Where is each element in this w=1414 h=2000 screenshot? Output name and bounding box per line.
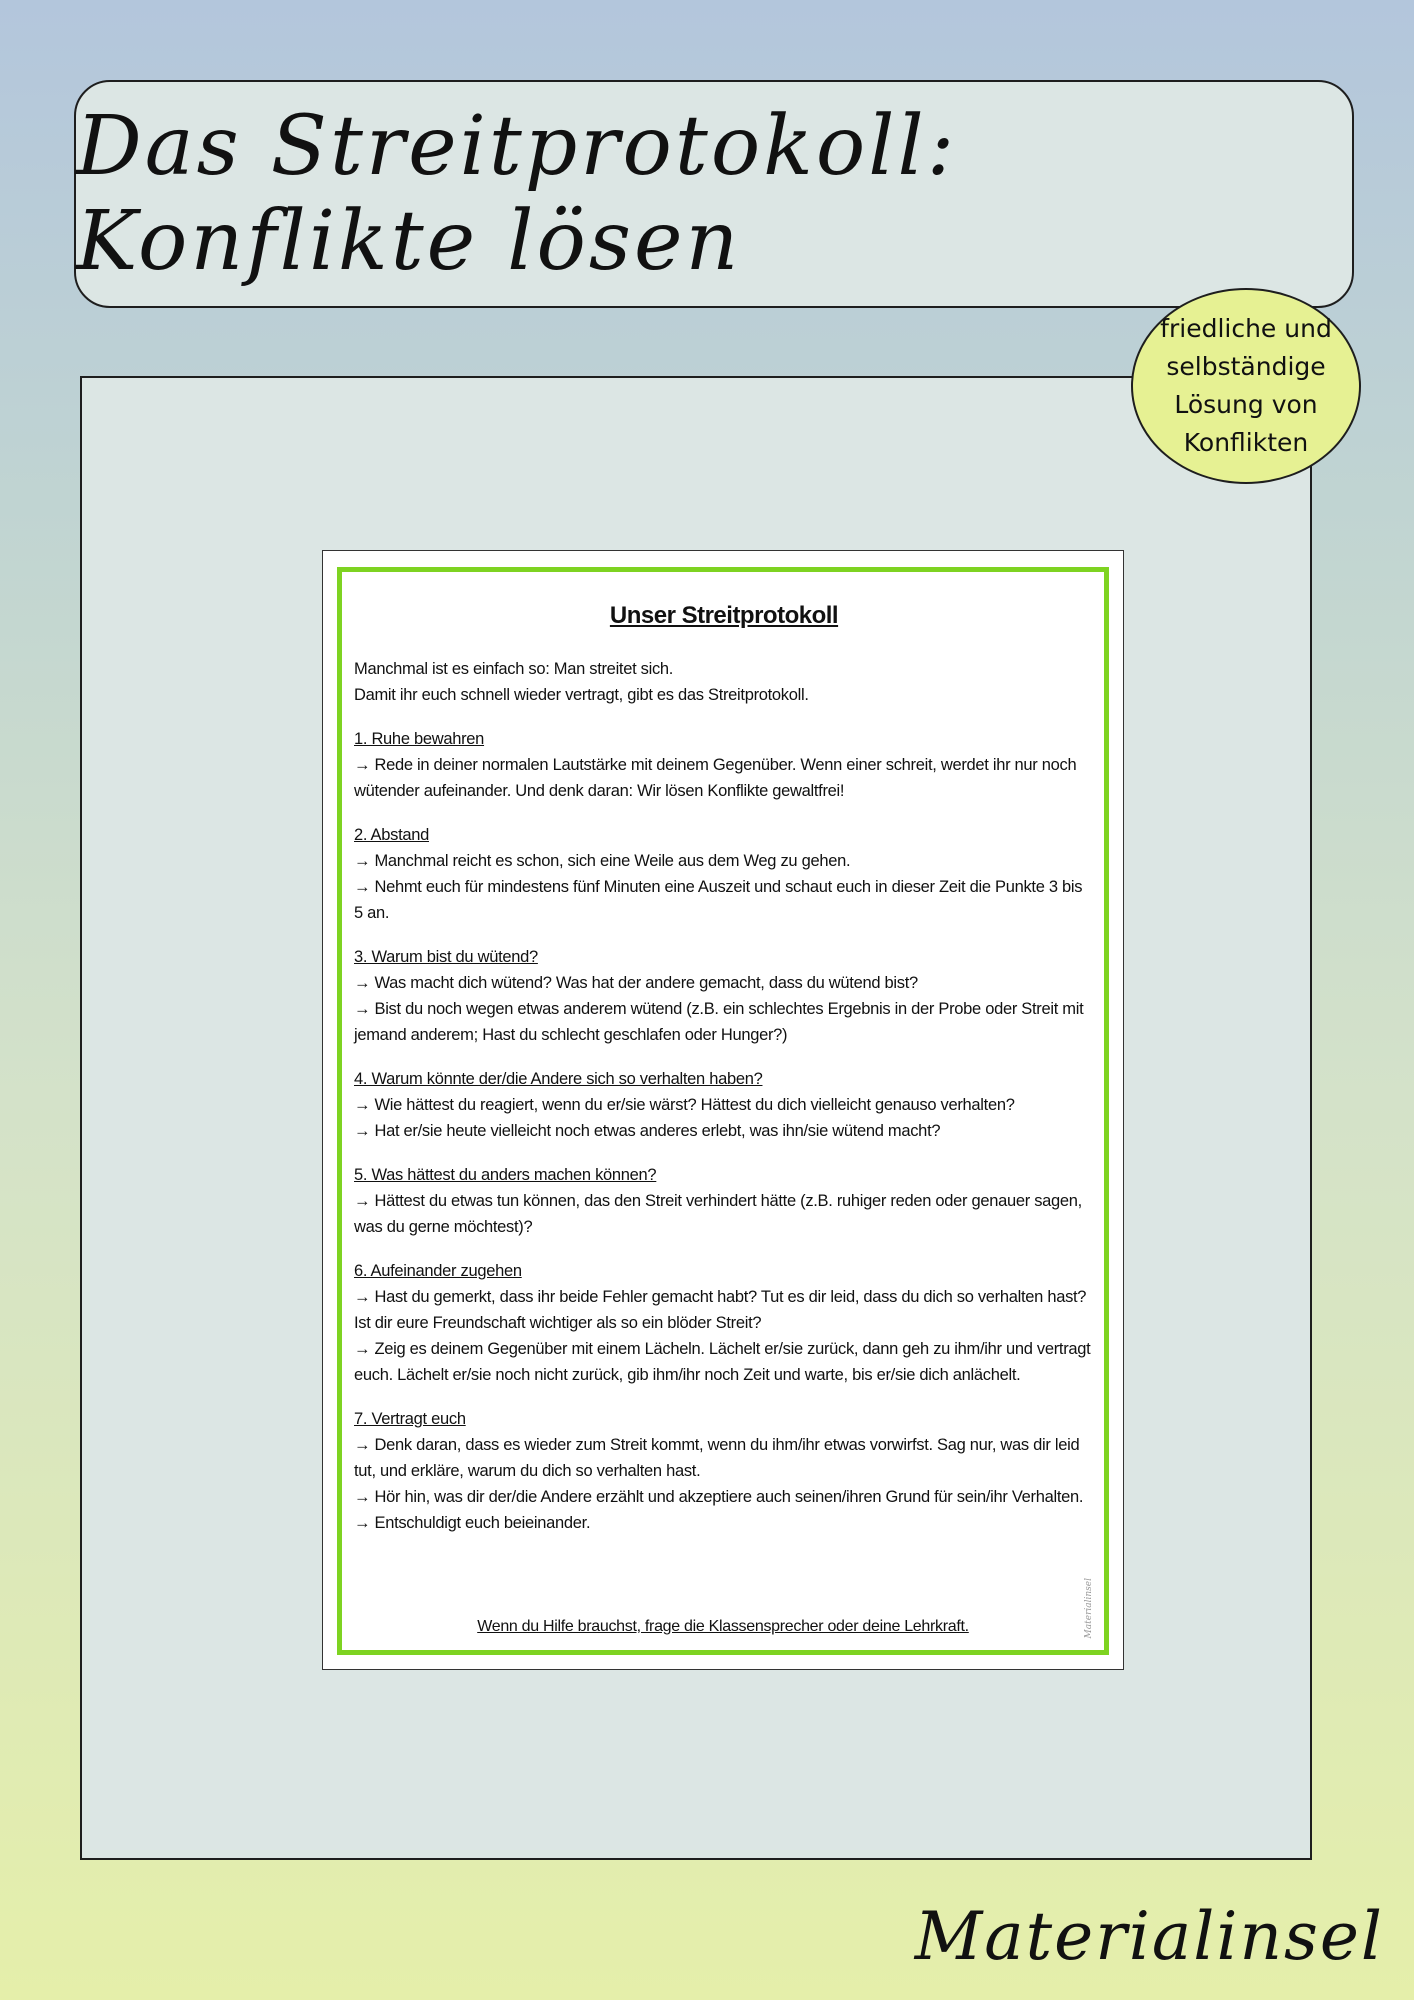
section-line: → Denk daran, dass es wieder zum Streit kommt, wenn du ihm/ihr etwas vorwirfst. Sag nur, was dir leid tut, und erkläre, warum du dich so verhalten hast. bbox=[354, 1436, 1080, 1480]
section-heading: 6. Aufeinander zugehen bbox=[354, 1262, 522, 1280]
section-line: → Entschuldigt euch beieinander. bbox=[354, 1514, 591, 1532]
section-2 bbox=[354, 822, 1094, 926]
section-heading: 2. Abstand bbox=[354, 826, 429, 844]
section-line: → Nehmt euch für mindestens fünf Minuten eine Auszeit und schaut euch in dieser Zeit die Punkte 3 bis 5 an. bbox=[354, 878, 1083, 922]
section-line: → Hat er/sie heute vielleicht noch etwas anderes erlebt, was ihn/sie wütend macht? bbox=[354, 1122, 941, 1140]
section-line: → Was macht dich wütend? Was hat der andere gemacht, dass du wütend bist? bbox=[354, 974, 918, 992]
info-badge bbox=[1131, 288, 1361, 484]
section-line: → Hör hin, was dir der/die Andere erzählt und akzeptiere auch seinen/ihren Grund für sein/ihr Verhalten. bbox=[354, 1488, 1084, 1506]
section-6 bbox=[354, 1258, 1094, 1388]
section-7 bbox=[354, 1406, 1094, 1536]
section-heading: 3. Warum bist du wütend? bbox=[354, 948, 538, 966]
section-heading: 5. Was hättest du anders machen können? bbox=[354, 1166, 657, 1184]
section-heading: 4. Warum könnte der/die Andere sich so verhalten haben? bbox=[354, 1070, 763, 1088]
section-heading: 1. Ruhe bewahren bbox=[354, 730, 485, 748]
worksheet-border bbox=[337, 567, 1109, 1655]
page-title: Das Streitprotokoll: Konflikte lösen bbox=[76, 99, 958, 289]
section-line: → Manchmal reicht es schon, sich eine Weile aus dem Weg zu gehen. bbox=[354, 852, 851, 870]
worksheet-preview bbox=[322, 550, 1124, 1670]
intro-line: Damit ihr euch schnell wieder vertragt, gibt es das Streitprotokoll. bbox=[354, 686, 809, 704]
section-line: → Hättest du etwas tun können, das den Streit verhindert hätte (z.B. ruhiger reden oder genauer sagen, was du gerne möchtest)? bbox=[354, 1192, 1082, 1236]
section-line: → Rede in deiner normalen Lautstärke mit deinem Gegenüber. Wenn einer schreit, werdet ihr nur noch wütender aufeinander. Und denk daran: Wir lösen Konflikte gewaltfrei! bbox=[354, 756, 1077, 800]
section-3 bbox=[354, 944, 1094, 1048]
section-heading: 7. Vertragt euch bbox=[354, 1410, 466, 1428]
intro-line: Manchmal ist es einfach so: Man streitet sich. bbox=[354, 660, 674, 678]
section-line: → Zeig es deinem Gegenüber mit einem Lächeln. Lächelt er/sie zurück, dann geh zu ihm/ihr und vertragt euch. Lächelt er/sie noch nicht zurück, gib ihm/ihr noch Zeit und warte, bis er/sie dich anlächelt. bbox=[354, 1340, 1091, 1384]
badge-text: friedliche und selbständige Lösung von Konflikten bbox=[1160, 314, 1332, 457]
worksheet-watermark: Materialinsel bbox=[1084, 1577, 1094, 1638]
section-5 bbox=[354, 1162, 1094, 1240]
help-footer: Wenn du Hilfe brauchst, frage die Klassensprecher oder deine Lehrkraft. bbox=[477, 1618, 969, 1635]
section-line: → Bist du noch wegen etwas anderem wütend (z.B. ein schlechtes Ergebnis in der Probe oder Streit mit jemand anderem; Hast du schlecht geschlafen oder Hunger?) bbox=[354, 1000, 1084, 1044]
section-line: → Wie hättest du reagiert, wenn du er/sie wärst? Hättest du dich vielleicht genauso verhalten? bbox=[354, 1096, 1015, 1114]
section-1 bbox=[354, 726, 1094, 804]
intro-paragraph bbox=[354, 656, 1094, 708]
section-line: → Hast du gemerkt, dass ihr beide Fehler gemacht habt? Tut es dir leid, dass du dich so verhalten hast? Ist dir eure Freundschaft wichtiger als so ein blöder Streit? bbox=[354, 1288, 1087, 1332]
title-box bbox=[74, 80, 1354, 308]
brand-logo: Materialinsel bbox=[914, 1898, 1384, 1975]
worksheet-title: Unser Streitprotokoll bbox=[609, 602, 839, 629]
section-4 bbox=[354, 1066, 1094, 1144]
